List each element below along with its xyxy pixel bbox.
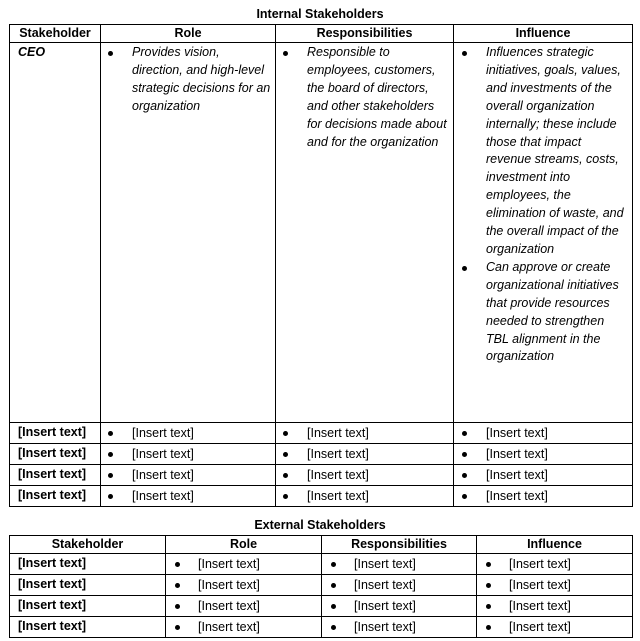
external-stakeholders-title: External Stakeholders xyxy=(254,518,386,532)
stakeholder-cell[interactable]: [Insert text] xyxy=(10,486,101,507)
stakeholder-cell[interactable]: [Insert text] xyxy=(10,465,101,486)
header-responsibilities: Responsibilities xyxy=(322,536,477,554)
bullet-icon xyxy=(462,51,467,56)
bullet-icon xyxy=(331,583,336,588)
responsibilities-cell xyxy=(276,43,454,423)
stakeholder-cell[interactable]: [Insert text] xyxy=(10,554,166,575)
stakeholder-cell[interactable]: [Insert text] xyxy=(10,575,166,596)
bullet-icon xyxy=(283,452,288,457)
table-row-ceo xyxy=(10,43,633,423)
responsibilities-cell[interactable]: [Insert text] xyxy=(276,486,454,507)
table-row xyxy=(10,617,633,638)
role-cell[interactable]: [Insert text] xyxy=(101,465,276,486)
list-item: Influences strategic initiatives, goals, values, and investments of the overall organization internally; these include those that impact revenue streams, costs, investment into employees, the elimination of waste, and the overall impact of the organization xyxy=(454,44,628,259)
role-cell[interactable]: [Insert text] xyxy=(166,575,322,596)
role-cell xyxy=(101,43,276,423)
bullet-icon xyxy=(331,562,336,567)
stakeholder-cell[interactable]: [Insert text] xyxy=(10,423,101,444)
bullet-icon xyxy=(108,473,113,478)
bullet-icon xyxy=(486,604,491,609)
bullet-icon xyxy=(462,431,467,436)
stakeholder-cell[interactable]: [Insert text] xyxy=(10,617,166,638)
list-item: Responsible to employees, customers, the board of directors, and other stakeholders for decisions made about and for the organization xyxy=(276,44,449,151)
responsibilities-cell[interactable]: [Insert text] xyxy=(276,465,454,486)
stakeholder-cell: CEO xyxy=(10,43,101,423)
responsibilities-cell[interactable]: [Insert text] xyxy=(276,423,454,444)
role-cell[interactable]: [Insert text] xyxy=(101,423,276,444)
bullet-icon xyxy=(175,562,180,567)
header-responsibilities: Responsibilities xyxy=(276,25,454,43)
table-row xyxy=(10,423,633,444)
role-cell[interactable]: [Insert text] xyxy=(166,617,322,638)
influence-cell[interactable]: [Insert text] xyxy=(454,423,633,444)
header-role: Role xyxy=(166,536,322,554)
responsibilities-cell[interactable]: [Insert text] xyxy=(322,575,477,596)
list-item: Provides vision, direction, and high-level strategic decisions for an organization xyxy=(101,44,271,116)
influence-cell[interactable]: [Insert text] xyxy=(454,465,633,486)
list-item: Can approve or create organizational initiatives that provide resources needed to strengthen TBL alignment in the organization xyxy=(454,259,628,366)
bullet-icon xyxy=(462,266,467,271)
bullet-icon xyxy=(462,494,467,499)
external-stakeholders-table xyxy=(9,535,633,638)
bullet-icon xyxy=(175,604,180,609)
responsibilities-cell[interactable]: [Insert text] xyxy=(322,596,477,617)
influence-cell[interactable]: [Insert text] xyxy=(454,486,633,507)
stakeholder-cell[interactable]: [Insert text] xyxy=(10,444,101,465)
influence-cell[interactable]: [Insert text] xyxy=(477,575,633,596)
bullet-icon xyxy=(108,51,113,56)
responsibilities-cell[interactable]: [Insert text] xyxy=(322,554,477,575)
responsibilities-cell[interactable]: [Insert text] xyxy=(276,444,454,465)
bullet-icon xyxy=(108,431,113,436)
role-cell[interactable]: [Insert text] xyxy=(166,554,322,575)
bullet-icon xyxy=(486,562,491,567)
bullet-icon xyxy=(108,452,113,457)
bullet-icon xyxy=(283,473,288,478)
role-cell[interactable]: [Insert text] xyxy=(101,486,276,507)
table-row xyxy=(10,554,633,575)
influence-cell[interactable]: [Insert text] xyxy=(477,617,633,638)
influence-cell[interactable]: [Insert text] xyxy=(477,554,633,575)
role-cell[interactable]: [Insert text] xyxy=(166,596,322,617)
responsibilities-cell[interactable]: [Insert text] xyxy=(322,617,477,638)
influence-cell[interactable]: [Insert text] xyxy=(454,444,633,465)
bullet-icon xyxy=(462,473,467,478)
internal-stakeholders-title: Internal Stakeholders xyxy=(256,7,384,21)
bullet-icon xyxy=(283,51,288,56)
role-cell[interactable]: [Insert text] xyxy=(101,444,276,465)
table-row xyxy=(10,596,633,617)
influence-cell xyxy=(454,43,633,423)
header-stakeholder: Stakeholder xyxy=(10,536,166,554)
table-row xyxy=(10,486,633,507)
header-stakeholder: Stakeholder xyxy=(10,25,101,43)
table-row xyxy=(10,465,633,486)
bullet-icon xyxy=(486,583,491,588)
table-row xyxy=(10,444,633,465)
bullet-icon xyxy=(331,625,336,630)
table-row xyxy=(10,575,633,596)
stakeholder-cell[interactable]: [Insert text] xyxy=(10,596,166,617)
bullet-icon xyxy=(331,604,336,609)
bullet-icon xyxy=(175,583,180,588)
header-influence: Influence xyxy=(454,25,633,43)
header-role: Role xyxy=(101,25,276,43)
header-influence: Influence xyxy=(477,536,633,554)
influence-cell[interactable]: [Insert text] xyxy=(477,596,633,617)
bullet-icon xyxy=(486,625,491,630)
internal-stakeholders-table xyxy=(9,24,633,507)
bullet-icon xyxy=(108,494,113,499)
table-header-row xyxy=(10,536,633,554)
bullet-icon xyxy=(283,494,288,499)
bullet-icon xyxy=(175,625,180,630)
bullet-icon xyxy=(462,452,467,457)
table-header-row xyxy=(10,25,633,43)
bullet-icon xyxy=(283,431,288,436)
